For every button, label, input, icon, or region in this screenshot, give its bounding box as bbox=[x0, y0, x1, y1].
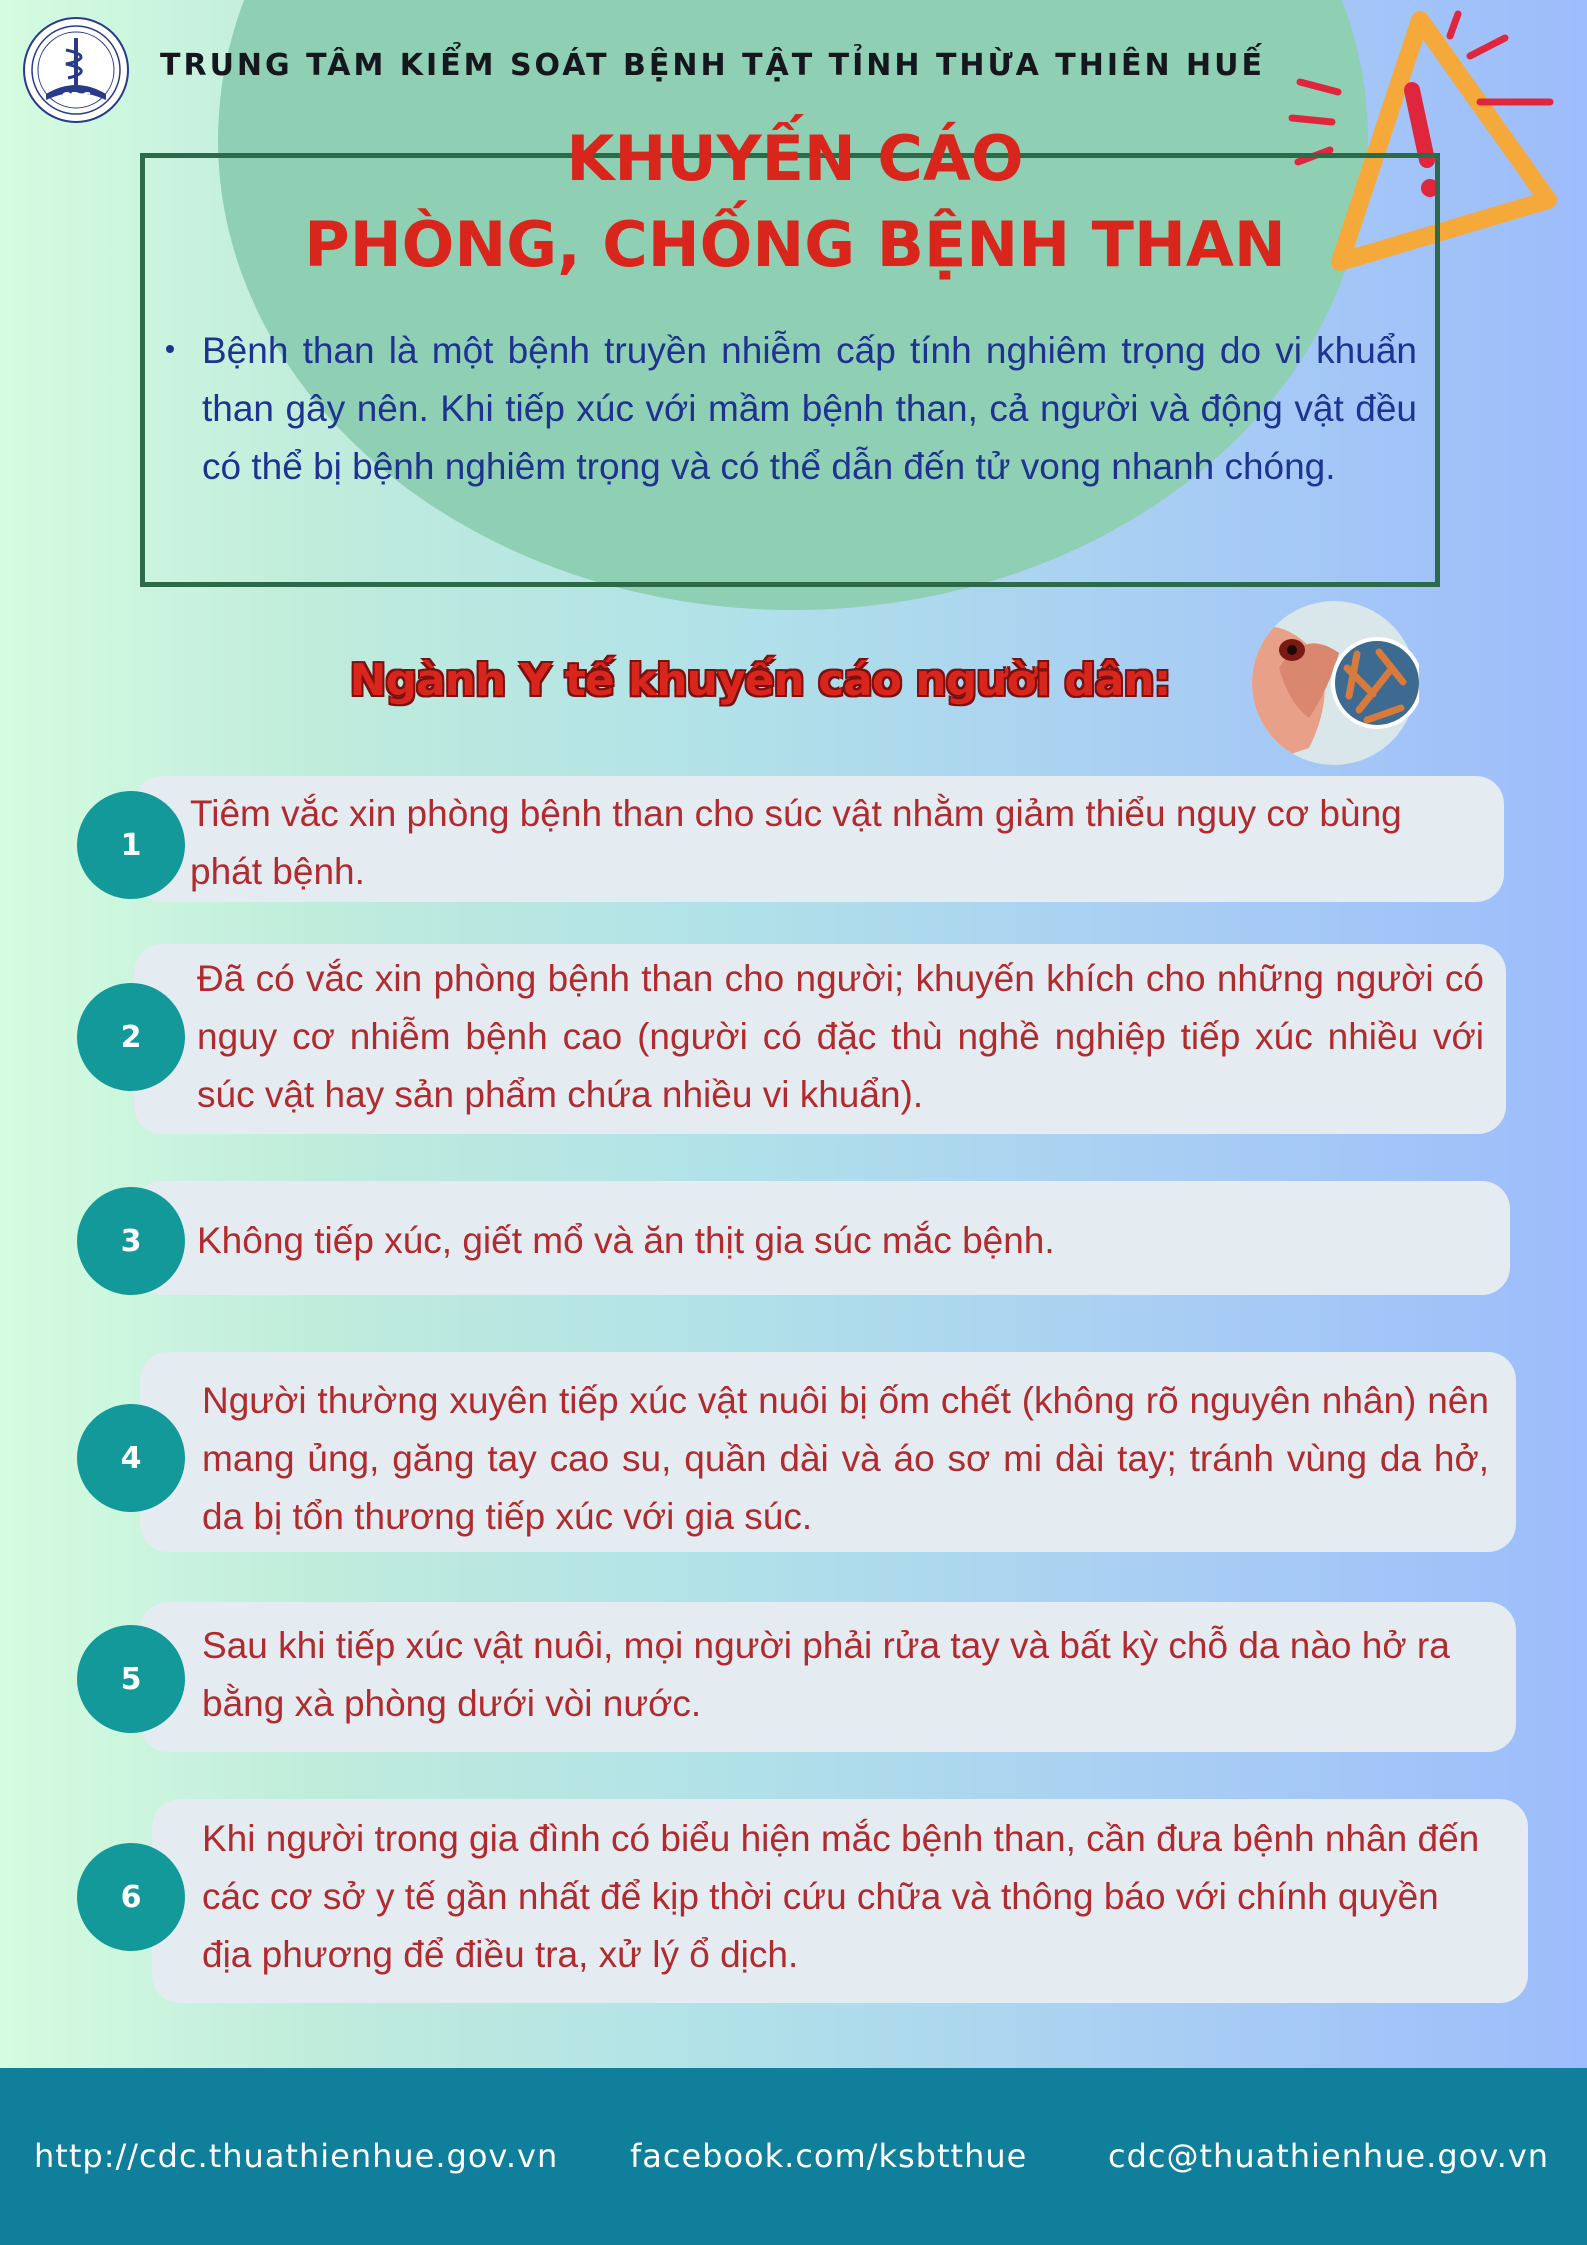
logo-text: CDC bbox=[61, 91, 91, 106]
recommendation-4-number: 4 bbox=[77, 1404, 185, 1512]
recommendation-1-text: Tiêm vắc xin phòng bệnh than cho súc vật nhằm giảm thiểu nguy cơ bùng phát bệnh. bbox=[190, 793, 1402, 892]
recommendation-3-number: 3 bbox=[77, 1187, 185, 1295]
recommendation-heading: Ngành Y tế khuyến cáo người dân: bbox=[349, 655, 1171, 706]
organization-name: TRUNG TÂM KIỂM SOÁT BỆNH TẬT TỈNH THỪA THIÊN HUẾ bbox=[160, 48, 1265, 83]
recommendation-4-text: Người thường xuyên tiếp xúc vật nuôi bị ốm chết (không rõ nguyên nhân) nên mang ủng, găng tay cao su, quần dài và áo sơ mi dài tay; tránh vùng da hở, da bị tổn thương tiếp xúc với gia súc. bbox=[202, 1380, 1489, 1537]
recommendation-6-number: 6 bbox=[77, 1843, 185, 1951]
footer-facebook-link[interactable]: facebook.com/ksbtthue bbox=[630, 2137, 1028, 2175]
cdc-logo bbox=[22, 16, 130, 124]
recommendation-2-number: 2 bbox=[77, 983, 185, 1091]
title-line-1: KHUYẾN CÁO bbox=[566, 122, 1024, 195]
bullet-icon bbox=[166, 345, 174, 353]
intro-text: Bệnh than là một bệnh truyền nhiễm cấp tính nghiêm trọng do vi khuẩn than gây nên. Khi tiếp xúc với mầm bệnh than, cả người và động vật đều có thể bị bệnh nghiêm trọng và có thể dẫn đến tử vong nhanh chóng. bbox=[202, 330, 1417, 487]
recommendation-3-text: Không tiếp xúc, giết mổ và ăn thịt gia súc mắc bệnh. bbox=[197, 1220, 1055, 1261]
recommendation-5-number: 5 bbox=[77, 1625, 185, 1733]
recommendation-6-text: Khi người trong gia đình có biểu hiện mắc bệnh than, cần đưa bệnh nhân đến các cơ sở y tế gần nhất để kịp thời cứu chữa và thông báo với chính quyền địa phương để điều tra, xử lý ổ dịch. bbox=[202, 1818, 1480, 1975]
recommendation-2-text: Đã có vắc xin phòng bệnh than cho người; khuyến khích cho những người có nguy cơ nhiễm bệnh cao (người có đặc thù nghề nghiệp tiếp xúc nhiều với súc vật hay sản phẩm chứa nhiều vi khuẩn). bbox=[197, 958, 1484, 1115]
title-line-2: PHÒNG, CHỐNG BỆNH THAN bbox=[304, 208, 1286, 281]
recommendation-5-text: Sau khi tiếp xúc vật nuôi, mọi người phải rửa tay và bất kỳ chỗ da nào hở ra bằng xà phòng dưới vòi nước. bbox=[202, 1625, 1450, 1724]
footer-website-link[interactable]: http://cdc.thuathienhue.gov.vn bbox=[34, 2137, 559, 2175]
skin-lesion-illustration bbox=[1249, 598, 1419, 768]
recommendation-1-number: 1 bbox=[77, 791, 185, 899]
footer-email-link[interactable]: cdc@thuathienhue.gov.vn bbox=[1108, 2137, 1550, 2175]
